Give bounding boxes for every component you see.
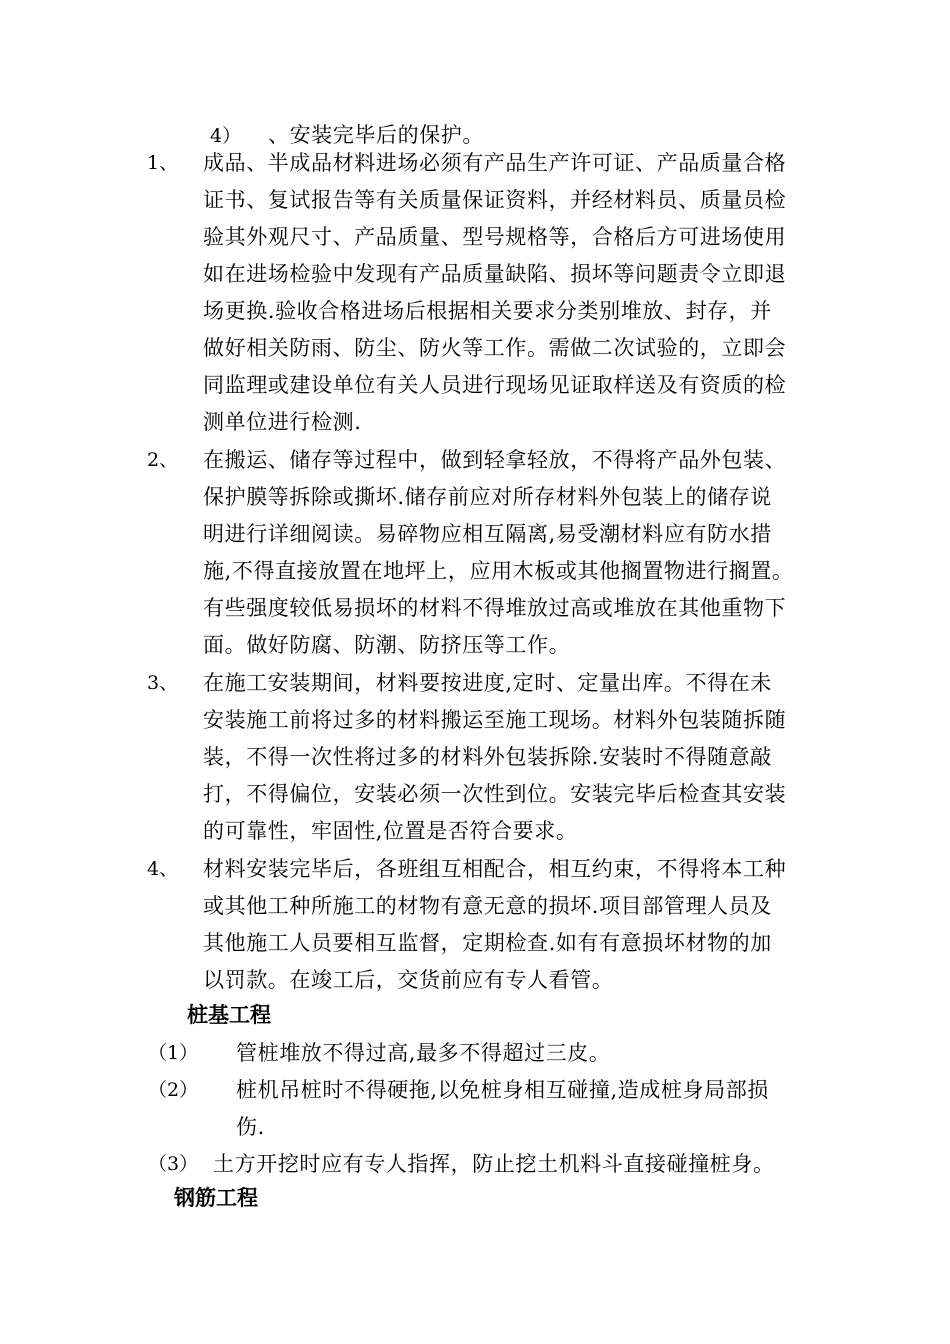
intro-text: 、安装完毕后的保护。 xyxy=(268,123,484,147)
item-3-number: 3、 xyxy=(147,672,179,694)
item-4-line: 其他施工人员要相互监督，定期检查.如有有意损坏材物的加 xyxy=(203,931,772,955)
item-2-number: 2、 xyxy=(147,449,179,471)
item-3-line: 安装施工前将过多的材料搬运至施工现场。材料外包装随拆随 xyxy=(203,708,787,732)
item-1-line: 成品、半成品材料进场必须有产品生产许可证、产品质量合格 xyxy=(203,151,787,175)
pile-item-2-line: 伤. xyxy=(236,1115,265,1139)
section-heading-pile: 桩基工程 xyxy=(187,1003,271,1027)
item-2-line: 在搬运、储存等过程中，做到轻拿轻放，不得将产品外包装、 xyxy=(203,448,787,472)
item-2-line: 保护膜等拆除或撕坏.储存前应对所存材料外包装上的储存说 xyxy=(203,485,772,509)
section-heading-rebar: 钢筋工程 xyxy=(174,1186,258,1210)
item-2-line: 面。做好防腐、防潮、防挤压等工作。 xyxy=(203,633,571,657)
item-3-line: 在施工安装期间，材料要按进度,定时、定量出库。不得在未 xyxy=(203,671,772,695)
item-1-number: 1、 xyxy=(147,152,179,174)
item-1-line: 验其外观尺寸、产品质量、型号规格等，合格后方可进场使用 xyxy=(203,225,787,249)
pile-item-3-line: 土方开挖时应有专人指挥，防止挖土机料斗直接碰撞桩身。 xyxy=(213,1152,775,1176)
item-1-line: 同监理或建设单位有关人员进行现场见证取样送及有资质的检 xyxy=(203,373,787,397)
intro-number: 4） xyxy=(210,125,242,147)
pile-item-1-number: （1） xyxy=(148,1042,199,1064)
item-4-line: 材料安装完毕后，各班组互相配合，相互约束，不得将本工种 xyxy=(203,857,787,881)
item-2-line: 施,不得直接放置在地坪上，应用木板或其他搁置物进行搁置。 xyxy=(203,559,794,583)
item-2-line: 明进行详细阅读。易碎物应相互隔离,易受潮材料应有防水措 xyxy=(203,522,772,546)
item-1-line: 做好相关防雨、防尘、防火等工作。需做二次试验的，立即会 xyxy=(203,336,787,360)
item-3-line: 装，不得一次性将过多的材料外包装拆除.安装时不得随意敲 xyxy=(203,745,772,769)
item-4-line: 或其他工种所施工的材物有意无意的损坏.项目部管理人员及 xyxy=(203,894,772,918)
item-4-line: 以罚款。在竣工后，交货前应有专人看管。 xyxy=(203,968,614,992)
item-2-line: 有些强度较低易损坏的材料不得堆放过高或堆放在其他重物下 xyxy=(203,596,787,620)
pile-item-1-line: 管桩堆放不得过高,最多不得超过三皮。 xyxy=(236,1041,611,1065)
item-3-line: 的可靠性，牢固性,位置是否符合要求。 xyxy=(203,819,578,843)
item-1-line: 证书、复试报告等有关质量保证资料，并经材料员、质量员检 xyxy=(203,188,787,212)
item-1-line: 如在进场检验中发现有产品质量缺陷、损坏等问题责令立即退 xyxy=(203,262,787,286)
item-1-line: 测单位进行检测. xyxy=(203,410,362,434)
pile-item-2-number: （2） xyxy=(148,1079,199,1101)
item-3-line: 打，不得偏位，安装必须一次性到位。安装完毕后检查其安装 xyxy=(203,782,787,806)
item-1-line: 场更换.验收合格进场后根据相关要求分类别堆放、封存，并 xyxy=(203,299,772,323)
pile-item-3-number: （3） xyxy=(148,1153,199,1175)
pile-item-2-line: 桩机吊桩时不得硬拖,以免桩身相互碰撞,造成桩身局部损 xyxy=(236,1078,769,1102)
item-4-number: 4、 xyxy=(147,858,179,880)
